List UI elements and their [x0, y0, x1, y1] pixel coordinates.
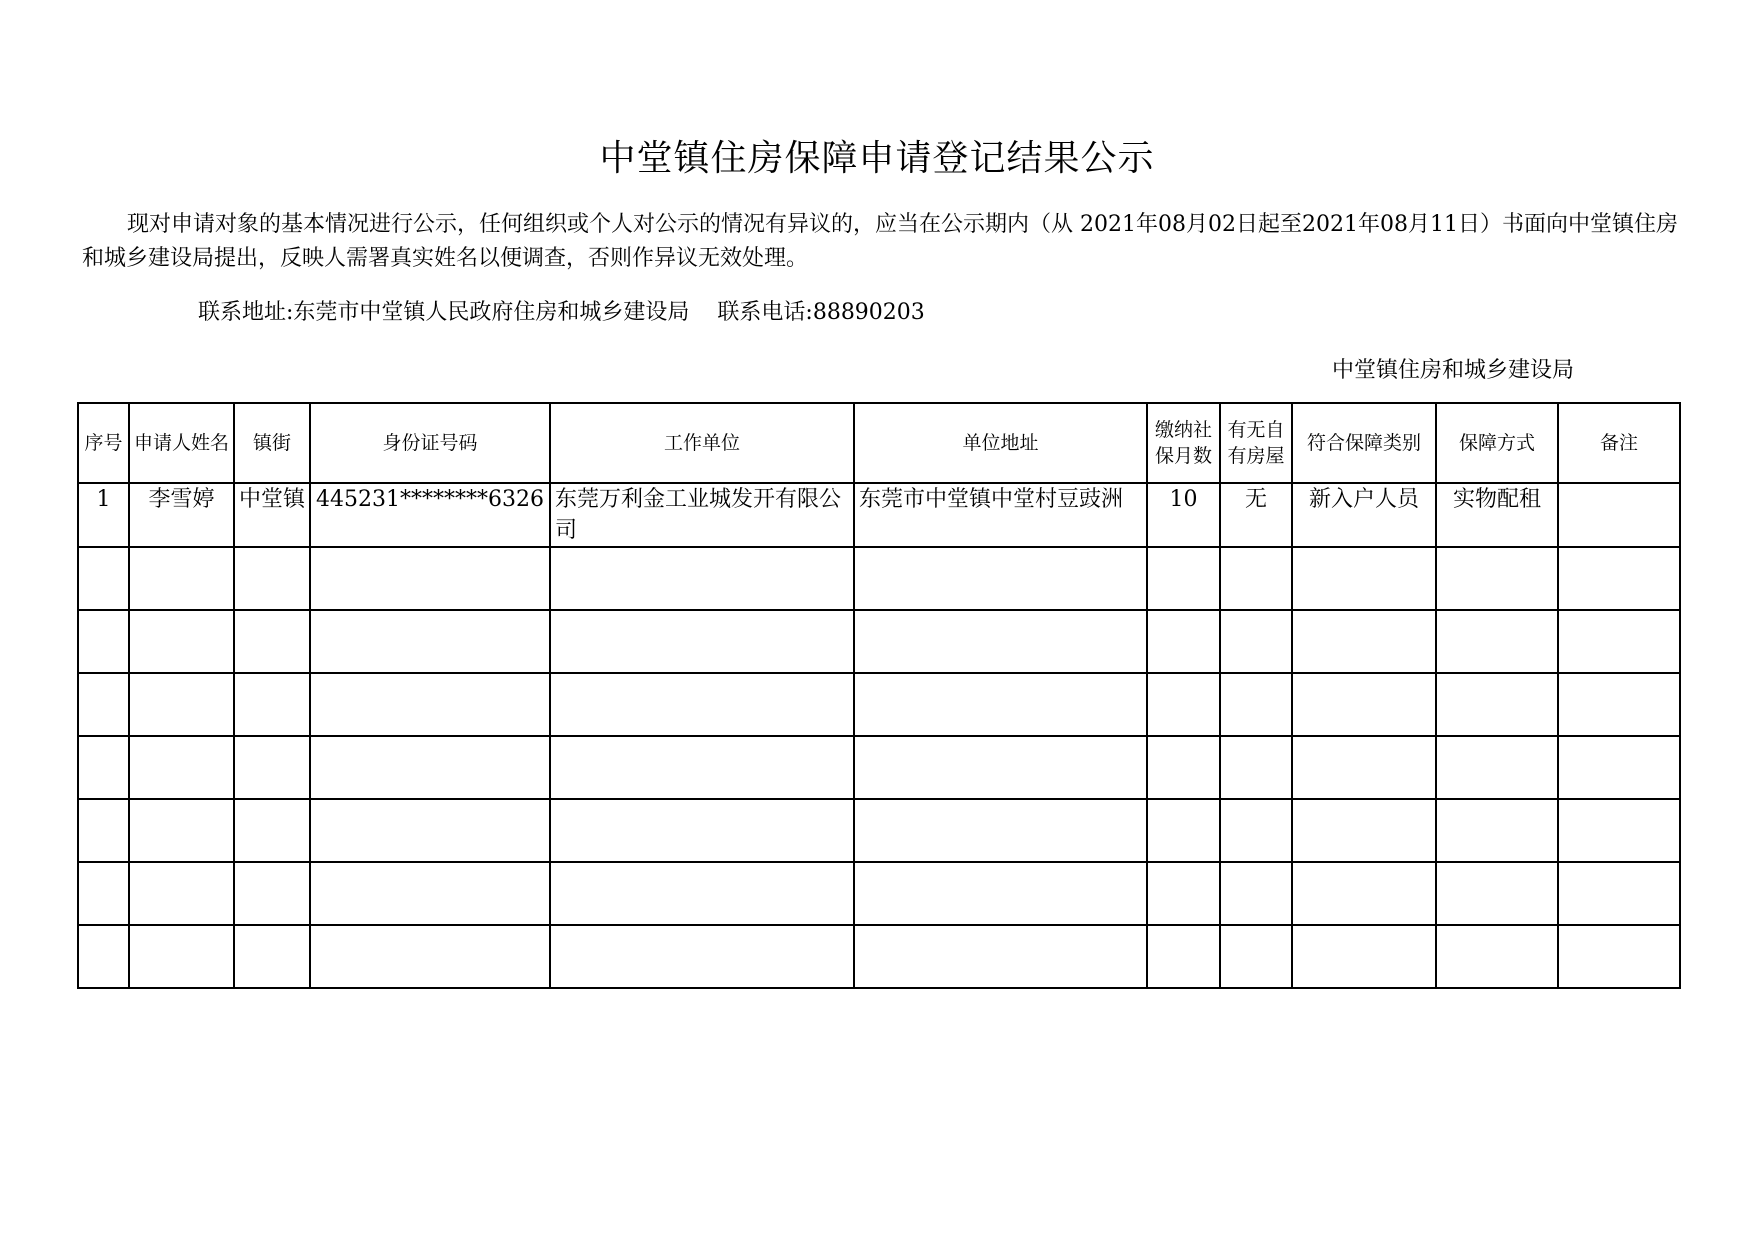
table-cell-empty	[1292, 610, 1436, 673]
table-cell-empty	[310, 610, 550, 673]
table-row-empty	[78, 610, 1680, 673]
header-remark: 备注	[1558, 403, 1680, 483]
table-cell-empty	[310, 673, 550, 736]
table-cell-empty	[310, 547, 550, 610]
table-cell-empty	[1558, 799, 1680, 862]
table-cell-empty	[1220, 673, 1292, 736]
table-cell-empty	[310, 799, 550, 862]
table-cell-empty	[1436, 925, 1558, 988]
table-cell-empty	[234, 925, 310, 988]
table-cell-empty	[310, 736, 550, 799]
table-cell-empty	[1436, 547, 1558, 610]
table-cell-empty	[78, 610, 129, 673]
table-cell-empty	[550, 925, 854, 988]
header-owns-house: 有无自有房屋	[1220, 403, 1292, 483]
cell-town: 中堂镇	[234, 483, 310, 547]
table-cell-empty	[1220, 736, 1292, 799]
table-row	[78, 483, 1680, 547]
table-cell-empty	[550, 673, 854, 736]
table-cell-empty	[1147, 673, 1220, 736]
table-cell-empty	[78, 736, 129, 799]
table-cell-empty	[1292, 547, 1436, 610]
cell-employer-address: 东莞市中堂镇中堂村豆豉洲	[854, 483, 1147, 547]
table-cell-empty	[310, 925, 550, 988]
cell-social-security-months: 10	[1147, 483, 1220, 547]
header-town: 镇街	[234, 403, 310, 483]
cell-seq: 1	[78, 483, 129, 547]
page-title: 中堂镇住房保障申请登记结果公示	[599, 138, 1155, 179]
cell-remark	[1558, 483, 1680, 547]
table-cell-empty	[1292, 673, 1436, 736]
contact-phone: 联系电话:88890203	[717, 300, 925, 325]
table-cell-empty	[1292, 799, 1436, 862]
header-method: 保障方式	[1436, 403, 1558, 483]
table-cell-empty	[234, 673, 310, 736]
table-cell-empty	[1436, 736, 1558, 799]
contact-address: 联系地址:东莞市中堂镇人民政府住房和城乡建设局	[198, 300, 690, 325]
table-cell-empty	[129, 736, 234, 799]
table-cell-empty	[129, 925, 234, 988]
table-cell-empty	[129, 673, 234, 736]
table-cell-empty	[234, 799, 310, 862]
header-employer-address: 单位地址	[854, 403, 1147, 483]
issuer: 中堂镇住房和城乡建设局	[1332, 358, 1575, 383]
table-cell-empty	[1220, 925, 1292, 988]
cell-employer: 东莞万利金工业城发开有限公司	[550, 483, 854, 547]
table-cell-empty	[1147, 547, 1220, 610]
header-id-number: 身份证号码	[310, 403, 550, 483]
cell-method: 实物配租	[1436, 483, 1558, 547]
table-cell-empty	[550, 547, 854, 610]
table-cell-empty	[78, 925, 129, 988]
table-cell-empty	[854, 799, 1147, 862]
contact-line	[198, 296, 925, 330]
header-social-security-months: 缴纳社保月数	[1147, 403, 1220, 483]
header-seq: 序号	[78, 403, 129, 483]
cell-applicant-name: 李雪婷	[129, 483, 234, 547]
table-cell-empty	[1436, 862, 1558, 925]
table-cell-empty	[1558, 925, 1680, 988]
table-cell-empty	[129, 862, 234, 925]
table-cell-empty	[234, 610, 310, 673]
table-cell-empty	[234, 736, 310, 799]
table-cell-empty	[550, 862, 854, 925]
table-cell-empty	[1436, 799, 1558, 862]
table-row-empty	[78, 799, 1680, 862]
header-employer: 工作单位	[550, 403, 854, 483]
table-cell-empty	[1147, 799, 1220, 862]
table-cell-empty	[854, 862, 1147, 925]
table-row-empty	[78, 736, 1680, 799]
table-cell-empty	[78, 862, 129, 925]
table-cell-empty	[550, 610, 854, 673]
header-category: 符合保障类别	[1292, 403, 1436, 483]
table-cell-empty	[1147, 925, 1220, 988]
table-cell-empty	[1147, 862, 1220, 925]
table-cell-empty	[550, 736, 854, 799]
table-cell-empty	[1558, 547, 1680, 610]
table-cell-empty	[310, 862, 550, 925]
intro-paragraph: 现对申请对象的基本情况进行公示，任何组织或个人对公示的情况有异议的，应当在公示期内（从 2021年08月02日起至2021年08月11日）书面向中堂镇住房和城乡建设局提出，反映人需署真实姓名以便调查，否则作异议无效处理。	[82, 212, 1678, 271]
table-row-empty	[78, 673, 1680, 736]
table-cell-empty	[1436, 610, 1558, 673]
table-cell-empty	[1220, 799, 1292, 862]
header-applicant-name: 申请人姓名	[129, 403, 234, 483]
table-cell-empty	[78, 547, 129, 610]
table-cell-empty	[1558, 736, 1680, 799]
table-cell-empty	[1292, 736, 1436, 799]
table-cell-empty	[854, 610, 1147, 673]
table-cell-empty	[1220, 547, 1292, 610]
table-cell-empty	[78, 673, 129, 736]
table-cell-empty	[129, 799, 234, 862]
table-cell-empty	[854, 925, 1147, 988]
table-row-empty	[78, 862, 1680, 925]
table-cell-empty	[1292, 925, 1436, 988]
table-cell-empty	[129, 610, 234, 673]
table-cell-empty	[1147, 610, 1220, 673]
cell-id-number: 445231********6326	[310, 483, 550, 547]
table-cell-empty	[1220, 610, 1292, 673]
cell-owns-house: 无	[1220, 483, 1292, 547]
table-cell-empty	[1220, 862, 1292, 925]
table-row-empty	[78, 925, 1680, 988]
table-cell-empty	[129, 547, 234, 610]
applicant-table	[77, 402, 1681, 989]
table-cell-empty	[78, 799, 129, 862]
table-cell-empty	[1292, 862, 1436, 925]
table-cell-empty	[1147, 736, 1220, 799]
table-header-row	[78, 403, 1680, 483]
table-cell-empty	[1558, 610, 1680, 673]
table-cell-empty	[1436, 673, 1558, 736]
table-cell-empty	[550, 799, 854, 862]
table-cell-empty	[1558, 862, 1680, 925]
table-cell-empty	[854, 547, 1147, 610]
cell-category: 新入户人员	[1292, 483, 1436, 547]
table-cell-empty	[234, 547, 310, 610]
table-cell-empty	[854, 736, 1147, 799]
table-row-empty	[78, 547, 1680, 610]
table-cell-empty	[1558, 673, 1680, 736]
table-cell-empty	[234, 862, 310, 925]
table-cell-empty	[854, 673, 1147, 736]
